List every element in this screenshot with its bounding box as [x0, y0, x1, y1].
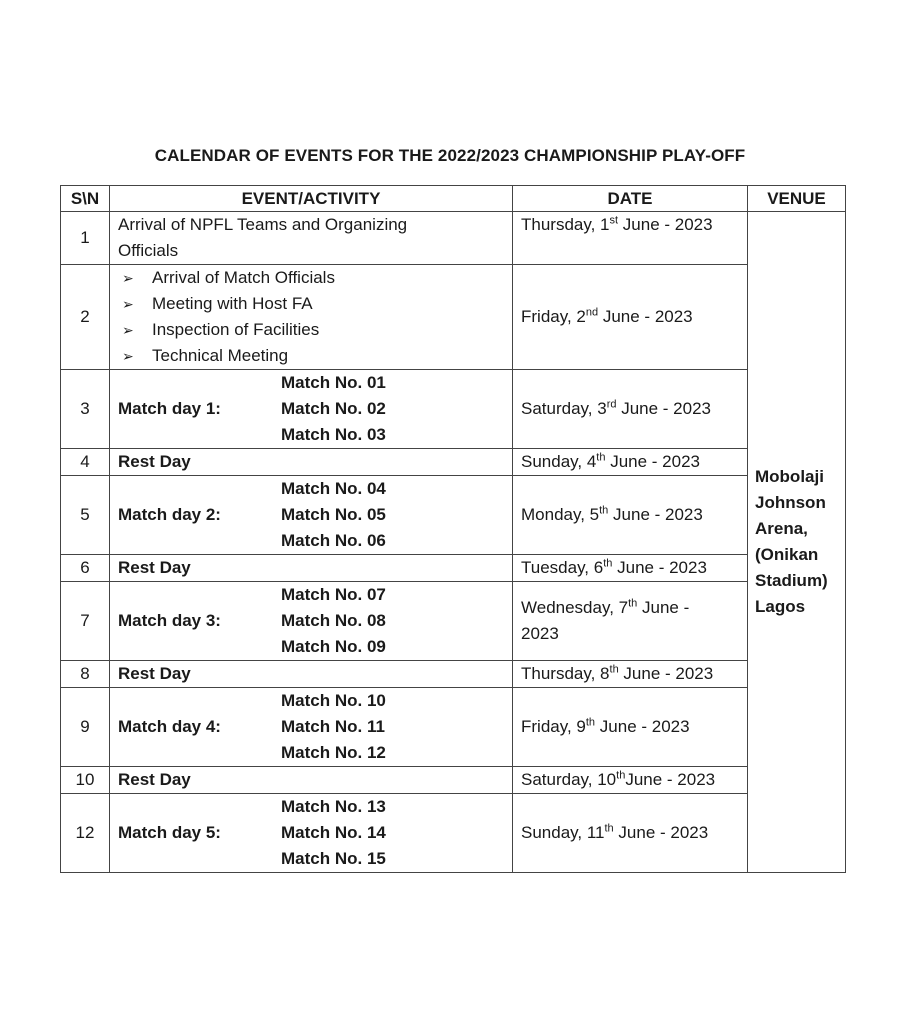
table-row	[61, 212, 846, 265]
match-number: Match No. 02	[281, 399, 386, 418]
calendar-table	[60, 185, 846, 873]
header-event: EVENT/ACTIVITY	[110, 186, 513, 212]
header-date: DATE	[513, 186, 748, 212]
event-date: Sunday, 4th June - 2023	[513, 449, 748, 476]
header-row	[61, 186, 846, 212]
venue-line: Stadium)	[755, 571, 828, 590]
venue-line: Arena,	[755, 519, 808, 538]
table-row	[61, 767, 846, 794]
event-date: Friday, 2nd June - 2023	[513, 265, 748, 370]
rest-day-label: Rest Day	[110, 555, 513, 582]
match-number: Match No. 09	[281, 637, 386, 656]
matchday-label: Match day 4:	[118, 717, 221, 736]
row-number: 2	[61, 265, 110, 370]
table-row	[61, 265, 846, 370]
rest-day-label: Rest Day	[110, 661, 513, 688]
event-matchday	[110, 582, 513, 661]
table-row	[61, 370, 846, 449]
rest-day-label: Rest Day	[110, 767, 513, 794]
match-number: Match No. 07	[281, 585, 386, 604]
bullet-item: ➢ Technical Meeting	[118, 343, 512, 369]
row-number: 7	[61, 582, 110, 661]
row-number: 9	[61, 688, 110, 767]
event-matchday	[110, 370, 513, 449]
venue-line: Lagos	[755, 597, 806, 616]
match-number: Match No. 13	[281, 797, 386, 816]
match-number: Match No. 01	[281, 373, 386, 392]
match-number: Match No. 10	[281, 691, 386, 710]
event-matchday	[110, 688, 513, 767]
match-number: Match No. 14	[281, 823, 386, 842]
table-row	[61, 555, 846, 582]
event-date: Saturday, 10thJune - 2023	[513, 767, 748, 794]
venue-line: Johnson	[755, 493, 826, 512]
row-number: 5	[61, 476, 110, 555]
event-text: Arrival of NPFL Teams and Organizing Officials	[110, 212, 513, 265]
venue-line: (Onikan	[755, 545, 819, 564]
event-matchday	[110, 794, 513, 873]
arrow-bullet-icon: ➢	[122, 296, 134, 312]
header-sn: S\N	[61, 186, 110, 212]
match-number: Match No. 03	[281, 425, 386, 444]
row-number: 10	[61, 767, 110, 794]
event-bullets	[110, 265, 513, 370]
matchday-label: Match day 1:	[118, 399, 221, 418]
bullet-item: ➢ Arrival of Match Officials	[118, 265, 512, 291]
table-row	[61, 476, 846, 555]
match-number: Match No. 04	[281, 479, 386, 498]
match-number: Match No. 11	[281, 717, 385, 736]
table-row	[61, 688, 846, 767]
matchday-label: Match day 5:	[118, 823, 221, 842]
venue-line: Mobolaji	[755, 467, 824, 486]
row-number: 6	[61, 555, 110, 582]
event-date: Friday, 9th June - 2023	[513, 688, 748, 767]
header-venue: VENUE	[748, 186, 846, 212]
event-date: Sunday, 11th June - 2023	[513, 794, 748, 873]
row-number: 8	[61, 661, 110, 688]
match-number: Match No. 08	[281, 611, 386, 630]
match-number: Match No. 12	[281, 743, 386, 762]
match-number: Match No. 06	[281, 531, 386, 550]
row-number: 12	[61, 794, 110, 873]
table-row	[61, 794, 846, 873]
event-date: Thursday, 1st June - 2023	[513, 212, 748, 265]
matchday-label: Match day 2:	[118, 505, 221, 524]
rest-day-label: Rest Day	[110, 449, 513, 476]
event-date: Monday, 5th June - 2023	[513, 476, 748, 555]
document-title: CALENDAR OF EVENTS FOR THE 2022/2023 CHAMPIONSHIP PLAY-OFF	[154, 146, 746, 165]
row-number: 1	[61, 212, 110, 265]
table-row	[61, 449, 846, 476]
match-number: Match No. 05	[281, 505, 386, 524]
match-number: Match No. 15	[281, 849, 386, 868]
row-number: 4	[61, 449, 110, 476]
event-date: Wednesday, 7th June - 2023	[513, 582, 748, 661]
bullet-item: ➢ Inspection of Facilities	[118, 317, 512, 343]
table-row	[61, 582, 846, 661]
venue-cell	[748, 212, 846, 873]
matchday-label: Match day 3:	[118, 611, 221, 630]
event-date: Thursday, 8th June - 2023	[513, 661, 748, 688]
event-date: Tuesday, 6th June - 2023	[513, 555, 748, 582]
event-date: Saturday, 3rd June - 2023	[513, 370, 748, 449]
bullet-item: ➢ Meeting with Host FA	[118, 291, 512, 317]
arrow-bullet-icon: ➢	[122, 270, 134, 286]
event-matchday	[110, 476, 513, 555]
table-row	[61, 661, 846, 688]
row-number: 3	[61, 370, 110, 449]
arrow-bullet-icon: ➢	[122, 322, 134, 338]
arrow-bullet-icon: ➢	[122, 348, 134, 364]
